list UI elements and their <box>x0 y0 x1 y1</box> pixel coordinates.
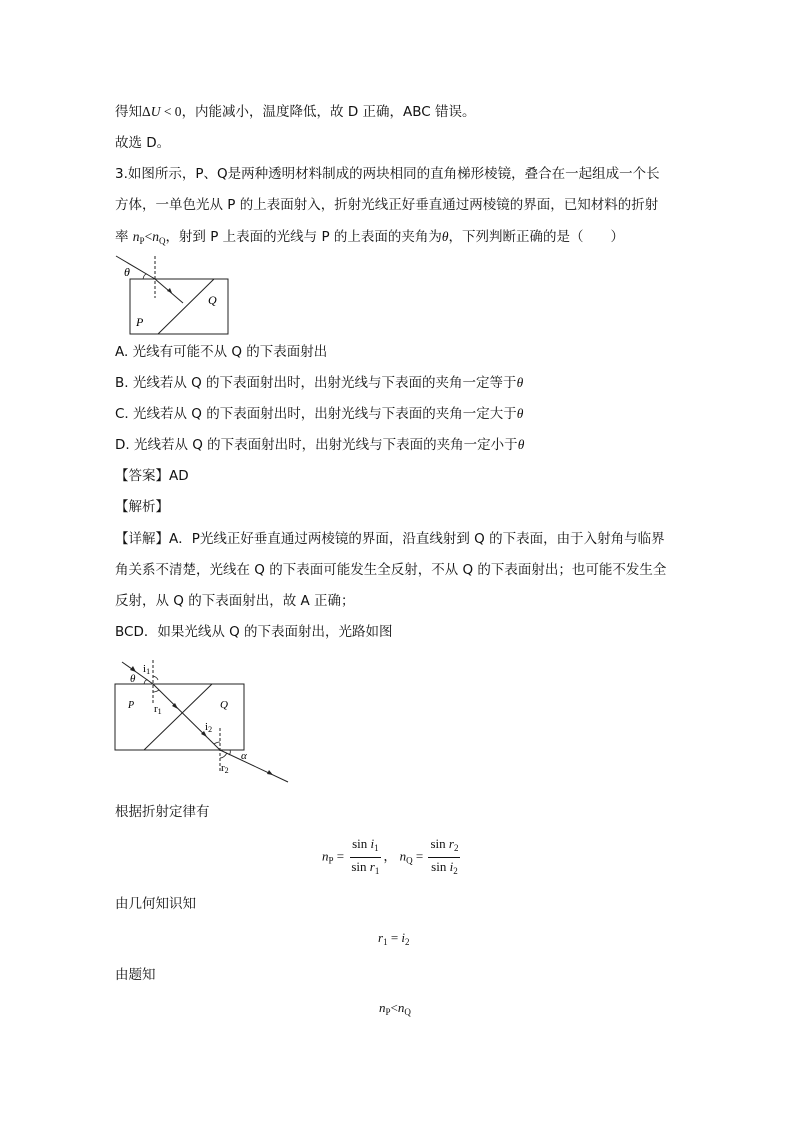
label-P: P <box>136 315 144 329</box>
question-line-1: 3.如图所示，P、Q是两种透明材料制成的两块相同的直角梯形棱镜，叠合在一起组成一个长 <box>115 166 660 182</box>
svg-text:i2: i2 <box>205 721 213 734</box>
label-i2: i <box>205 721 209 733</box>
label-r1: r <box>154 703 158 715</box>
option-a: A. 光线有可能不从 Q 的下表面射出 <box>115 344 328 360</box>
svg-text:r2: r2 <box>221 762 229 775</box>
option-d: D. 光线若从 Q 的下表面射出时，出射光线与下表面的夹角一定小于θ <box>115 437 525 453</box>
svg-text:i1: i1 <box>143 663 151 676</box>
label-alpha: α <box>241 750 247 762</box>
text-line-2: 故选 D。 <box>115 135 171 151</box>
arrow-exit <box>267 770 273 775</box>
detail-line-2: 角关系不清楚，光线在 Q 的下表面可能发生全反射，不从 Q 的下表面射出；也可能不发生全 <box>115 562 667 578</box>
internal-ray <box>153 684 220 750</box>
equation-given: $n_P<n_Q$ <box>379 1000 411 1017</box>
svg-text:r1: r1 <box>154 703 162 716</box>
arrow-incident <box>130 666 136 672</box>
arc-i1 <box>153 676 158 680</box>
question-line-2: 方体，一单色光从 P 的上表面射入，折射光线正好垂直通过两棱镜的界面，已知材料的折射 <box>115 197 659 213</box>
analysis-label: 【解析】 <box>115 499 169 515</box>
var-U: U <box>150 104 161 119</box>
detail-line-4: BCD．如果光线从 Q 的下表面射出，光路如图 <box>115 624 393 640</box>
incident-ray <box>116 256 155 279</box>
geometry-text: 由几何知识知 <box>115 896 196 912</box>
answer-line: 【答案】AD <box>115 468 189 484</box>
label-i1: i <box>143 663 147 675</box>
light-path-figure <box>110 652 295 787</box>
prism-rectangle <box>115 684 244 750</box>
theta-label: θ <box>124 265 130 279</box>
label-P: P <box>128 700 135 711</box>
equation-geometry: $r_1 = i_2$ <box>378 930 410 947</box>
text-line-1: 得知ΔU < 0，内能减小，温度降低，故 D 正确，ABC 错误。 <box>115 104 476 120</box>
prism-figure-1 <box>110 252 240 340</box>
fraction-q: $\frac{\sin r_2}{\sin i_2}$ <box>430 836 459 876</box>
arc-r1 <box>153 690 159 692</box>
equation-snell: $n_P$ = $\frac{\sin i_1}{\sin r_1}$ ， $n_Q$ = $\frac{\sin r_2}{\sin i_2}$ <box>322 836 462 879</box>
refraction-law-text: 根据折射定律有 <box>115 804 210 820</box>
theta-label: θ <box>130 673 136 685</box>
prism-interface <box>144 684 212 750</box>
detail-line-3: 反射，从 Q 的下表面射出，故 A 正确； <box>115 593 355 609</box>
option-b: B. 光线若从 Q 的下表面射出时，出射光线与下表面的夹角一定等于θ <box>115 375 524 391</box>
prism-interface <box>158 279 214 334</box>
detail-line-1: 【详解】A．P光线正好垂直通过两棱镜的界面，沿直线射到 Q 的下表面，由于入射角与临界 <box>115 531 665 547</box>
label-r2: r <box>221 762 225 774</box>
option-c: C. 光线若从 Q 的下表面射出时，出射光线与下表面的夹角一定大于θ <box>115 406 524 422</box>
label-Q: Q <box>208 293 217 307</box>
angle-arc <box>143 274 147 279</box>
label-Q: Q <box>220 699 228 711</box>
fraction-p: $\frac{\sin i_1}{\sin r_1}$ <box>351 836 380 876</box>
ray-arrow <box>167 288 172 293</box>
exit-ray <box>220 750 288 782</box>
delta-symbol: Δ <box>142 104 151 119</box>
arc-r2 <box>220 753 227 758</box>
given-text: 由题知 <box>115 967 156 983</box>
question-line-3: 率 $n_P<n_Q$，射到 P 上表面的光线与 P 的上表面的夹角为θ，下列判断正确的是（ ） <box>115 229 625 246</box>
arc-i2 <box>214 742 220 744</box>
